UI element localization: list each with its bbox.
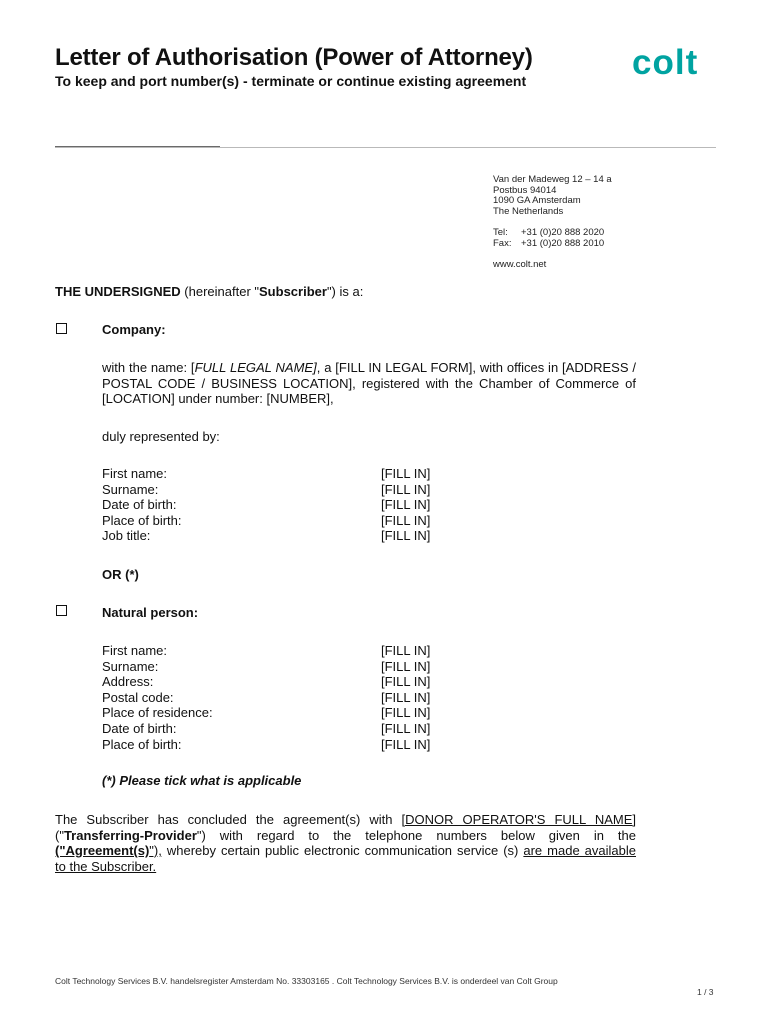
colt-logo <box>630 42 716 87</box>
company-checkbox[interactable] <box>56 323 67 334</box>
represented-by: duly represented by: <box>102 429 220 444</box>
natural-person-heading: Natural person: <box>102 605 199 620</box>
company-address-block <box>493 175 612 270</box>
field-value[interactable]: [FILL IN] <box>381 736 431 752</box>
donor-operator-placeholder: [DONOR OPERATOR'S FULL NAME] <box>401 812 636 827</box>
field-value[interactable]: [FILL IN] <box>381 658 431 674</box>
field-row <box>102 737 522 753</box>
address-website: www.colt.net <box>493 258 547 270</box>
company-heading: Company: <box>102 322 166 337</box>
tick-note: (*) Please tick what is applicable <box>102 773 302 788</box>
field-label: Date of birth: <box>102 720 177 736</box>
document-title: Letter of Authorisation (Power of Attorney) <box>55 44 533 71</box>
made-available-phrase: are made available to the Subscriber. <box>55 843 636 874</box>
or-separator: OR (*) <box>102 567 139 582</box>
field-value[interactable]: [FILL IN] <box>381 705 431 721</box>
field-row <box>102 690 522 706</box>
field-label: Date of birth: <box>102 497 177 513</box>
field-value[interactable]: [FILL IN] <box>381 720 431 736</box>
company-fields <box>102 466 522 544</box>
tel-number: +31 (0)20 888 2020 <box>521 226 605 238</box>
field-row <box>102 705 522 721</box>
address-fax <box>493 239 612 250</box>
colt-logo-icon <box>630 42 716 82</box>
colt-logo-wordmark: colt <box>632 43 699 82</box>
field-label: Job title: <box>102 528 151 544</box>
undersigned-bold: THE UNDERSIGNED <box>55 284 181 299</box>
field-row <box>102 513 522 529</box>
agreement-paragraph: The Subscriber has concluded the agreement(s) with [DONOR OPERATOR'S FULL NAME] ("Transferring-Provider") with regard to the telephone numbers below given in the ("Agreement(s)"), whereby certain public electronic communication service (s) are made available to the Subscriber. <box>55 812 636 874</box>
field-row <box>102 482 522 498</box>
field-value[interactable]: [FILL IN] <box>381 512 431 528</box>
field-row <box>102 659 522 675</box>
page-number: 1 / 3 <box>697 987 714 997</box>
agreements-term: ("Agreement(s)"), <box>55 843 162 858</box>
field-label: First name: <box>102 466 168 481</box>
tel-label: Tel: <box>493 226 508 238</box>
transferring-provider-term: Transferring-Provider <box>63 827 197 843</box>
field-label: Postal code: <box>102 689 174 705</box>
field-row <box>102 643 522 659</box>
field-value[interactable]: [FILL IN] <box>381 497 431 513</box>
field-value[interactable]: [FILL IN] <box>381 481 431 497</box>
address-city: 1090 GA Amsterdam <box>493 195 581 207</box>
field-row <box>102 528 522 544</box>
field-label: Surname: <box>102 658 159 674</box>
fax-number: +31 (0)20 888 2010 <box>521 237 605 249</box>
field-row <box>102 721 522 737</box>
company-description: with the name: [FULL LEGAL NAME], a [FILL IN LEGAL FORM], with offices in [ADDRESS / POSTAL CODE / BUSINESS LOCATION], registered with the Chamber of Commerce of [LOCATION] under number: [NUMBER], <box>102 360 636 406</box>
document-subtitle: To keep and port number(s) - terminate or continue existing agreement <box>55 73 527 89</box>
field-label: Place of birth: <box>102 512 182 528</box>
field-value[interactable]: [FILL IN] <box>381 643 431 658</box>
undersigned-intro: THE UNDERSIGNED (hereinafter "Subscriber") is a: <box>55 284 364 299</box>
address-postbus: Postbus 94014 <box>493 184 557 196</box>
natural-person-checkbox[interactable] <box>56 605 67 616</box>
field-row <box>102 674 522 690</box>
field-value[interactable]: [FILL IN] <box>381 674 431 690</box>
fax-label: Fax: <box>493 237 512 249</box>
field-label: Place of birth: <box>102 736 182 752</box>
header-divider-accent <box>55 146 220 147</box>
field-label: Address: <box>102 674 154 690</box>
footer-legal-text: Colt Technology Services B.V. handelsregister Amsterdam No. 33303165 . Colt Technology Services B.V. is onderdeel van Colt Group <box>55 976 558 986</box>
address-country: The Netherlands <box>493 205 564 217</box>
field-value[interactable]: [FILL IN] <box>381 689 431 705</box>
field-label: Place of residence: <box>102 705 213 721</box>
natural-person-fields <box>102 643 522 752</box>
field-label: First name: <box>102 643 168 658</box>
field-value[interactable]: [FILL IN] <box>381 466 431 481</box>
header-divider <box>55 147 716 148</box>
field-label: Surname: <box>102 481 159 497</box>
subscriber-bold: Subscriber <box>259 284 327 299</box>
field-row <box>102 466 522 482</box>
address-street: Van der Madeweg 12 – 14 a <box>493 174 612 185</box>
field-row <box>102 497 522 513</box>
field-value[interactable]: [FILL IN] <box>381 528 431 544</box>
